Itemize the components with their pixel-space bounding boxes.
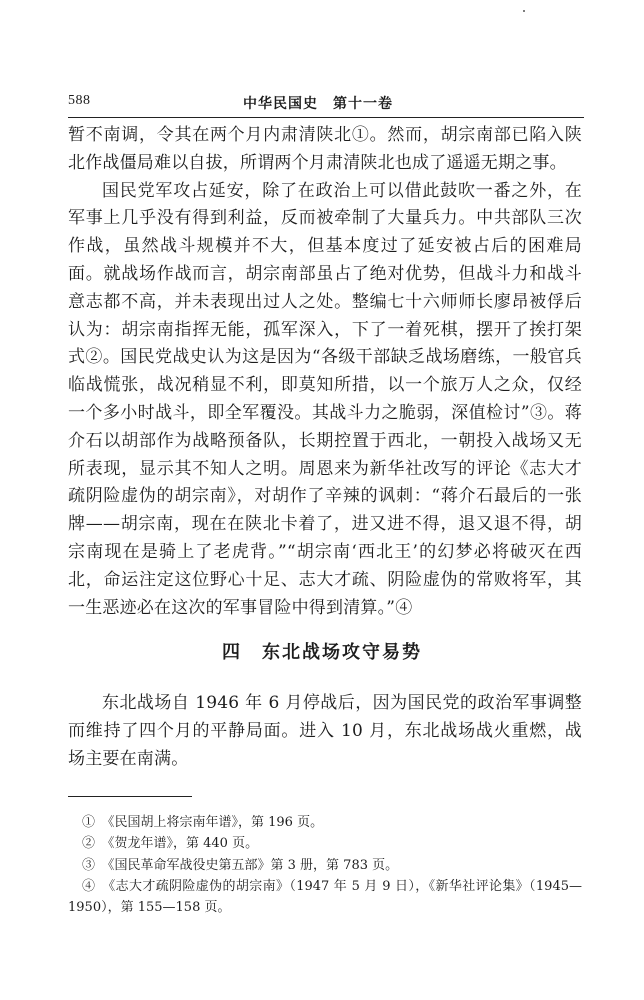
scan-speck	[523, 10, 525, 12]
footnote-rule	[68, 796, 192, 797]
section-text	[68, 690, 582, 773]
footnote: ① 《民国胡上将宗南年谱》，第 196 页。	[82, 815, 324, 830]
paragraph: 国民党军攻占延安，除了在政治上可以借此鼓吹一番之外，在军事上几乎没有得到利益，反而被牵制了大量兵力。中共部队三次作战，虽然战斗规模并不大，但基本度过了延安被占后的困难局面。就战场作战而言，胡宗南部虽占了绝对优势，但战斗力和战斗意志都不高，并未表现出过人之处。整编七十六师师长廖昂被俘后认为：胡宗南指挥无能，孤军深入，下了一着死棋，摆开了挨打架式②。国民党战史认为这是因为“各级干部缺乏战场磨练，一般官兵临战慌张，战况稍显不利，即莫知所措，以一个旅万人之众，仅经一个多小时战斗，即全军覆没。其战斗力之脆弱，深值检讨”③。蒋介石以胡部作为战略预备队，长期控置于西北，一朝投入战场又无所表现，显示其不知人之明。周恩来为新华社改写的评论《志大才疏阴险虚伪的胡宗南》，对胡作了辛辣的讽刺：“蒋介石最后的一张牌——胡宗南，现在在陕北卡着了，进又进不得，退又退不得，胡宗南现在是骑上了老虎背。”“胡宗南‘西北王’的幻梦必将破灭在西北，命运注定这位野心十足、志大才疏、阴险虚伪的常败将军，其一生恶迹必在这次的军事冒险中得到清算。”④	[68, 180, 582, 618]
footnote: ④ 《志大才疏阴险虚伪的胡宗南》（1947 年 5 月 9 日），《新华社评论集》（1945—1950），第 155—158 页。	[68, 878, 582, 916]
header-rule	[68, 117, 584, 118]
page-header	[68, 93, 580, 113]
page-number: 588	[68, 93, 91, 108]
paragraph-continued: 暂不南调，令其在两个月内肃清陕北①。然而，胡宗南部已陷入陕北作战僵局难以自拔，所谓两个月肃清陕北也成了遥遥无期之事。	[68, 125, 582, 173]
footnote: ② 《贺龙年谱》，第 440 页。	[82, 836, 259, 852]
running-title: 中华民国史 第十一卷	[243, 96, 393, 112]
footnotes	[68, 812, 582, 918]
main-text	[68, 122, 582, 622]
paragraph: 东北战场自 1946 年 6 月停战后，因为国民党的政治军事调整而维持了四个月的平静局面。进入 10 月，东北战场战火重燃，战场主要在南满。	[68, 693, 582, 769]
footnote: ③ 《国民革命军战役史第五部》第 3 册，第 783 页。	[82, 857, 399, 873]
section-heading: 四 东北战场攻守易势	[222, 642, 422, 663]
